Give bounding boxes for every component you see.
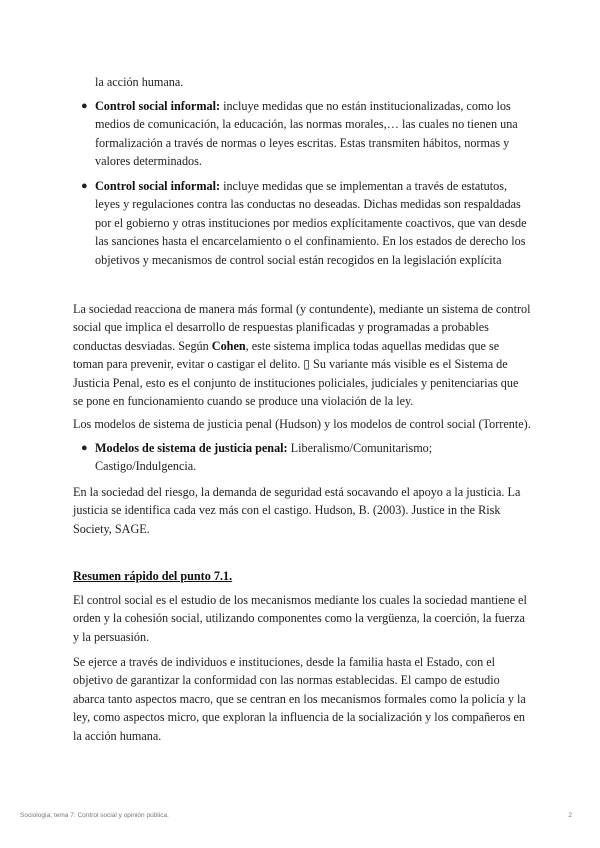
- bullet-text: incluye medidas que no están institucionalizadas, como los medios de comunicación, la educación, las normas morales,… las cuales no tienen una formalización a través de normas o leyes escritas. Estas transmiten hábitos, normas y valores determinados.: [95, 99, 518, 169]
- section-heading: Resumen rápido del punto 7.1.: [73, 569, 233, 583]
- bullet-icon: ●: [81, 180, 88, 192]
- summary-paragraph-2: Se ejerce a través de individuos e instituciones, desde la familia hasta el Estado, con el objetivo de garantizar la conformidad con las normas establecidas. El campo de estudio abarca tanto aspectos macro, que se centran en los mecanismos formales como la policía y la ley, como aspectos micro, que exploran la influencia de la socialización y los compañeros en la acción humana.: [73, 655, 526, 743]
- bullet-icon: ●: [81, 100, 88, 112]
- list-item: [73, 177, 531, 269]
- paragraph-text: , este sistema implica todas aquellas medidas que se toman para prevenir, evitar o castigar el delito. ▯ Su variante más visible es el Sistema de Justicia Penal, esto es el conjunto de instituciones policiales, judiciales y penitenciarias que se pone en funcionamiento cuando se produce una violación de la ley.: [73, 338, 519, 409]
- page-number: 2: [568, 812, 572, 819]
- bullet-text: Liberalismo/Comunitarismo; Castigo/Indulgencia.: [95, 441, 433, 474]
- footer-title: Sociología; tema 7: Control social y opinión pública.: [20, 812, 169, 819]
- bullet-term: Modelos de sistema de justicia penal:: [95, 441, 288, 455]
- list-item: [73, 97, 531, 171]
- bullet-icon: ●: [81, 442, 88, 454]
- paragraph-models: Los modelos de sistema de justicia penal (Hudson) y los modelos de control social (Torrente).: [73, 417, 531, 431]
- paragraph-text: La sociedad reacciona de manera más formal (y contundente), mediante un sistema de control social que implica el desarrollo de respuestas planificadas y programadas a probables conductas desviadas. Según: [73, 302, 531, 353]
- bullet-term: Control social informal:: [95, 99, 221, 113]
- bullet-text: incluye medidas que se implementan a través de estatutos, leyes y regulaciones contra las conductas no deseadas. Dichas medidas son respaldadas por el gobierno y otras instituciones por medios explícitamente coactivos, que van desde las sanciones hasta el encarcelamiento o el confinamiento. En los estados de derecho los objetivos y mecanismos de control social están recogidos en la legislación explícita: [95, 179, 527, 267]
- list-item: [73, 439, 531, 476]
- page-footer: [20, 812, 572, 819]
- summary-paragraph-1: El control social es el estudio de los mecanismos mediante los cuales la sociedad mantiene el orden y la cohesión social, utilizando componentes como la vergüenza, la coerción, la fuerza y la persuasión.: [73, 593, 527, 644]
- paragraph-risk: En la sociedad del riesgo, la demanda de seguridad está socavando el apoyo a la justicia. La justicia se identifica cada vez más con el castigo. Hudson, B. (2003). Justice in the Risk Society, SAGE.: [73, 485, 521, 536]
- continuation-text: la acción humana.: [95, 75, 184, 89]
- author-name: Cohen: [211, 338, 246, 353]
- paragraph-society: [73, 300, 531, 410]
- bullet-term: Control social informal:: [95, 179, 221, 193]
